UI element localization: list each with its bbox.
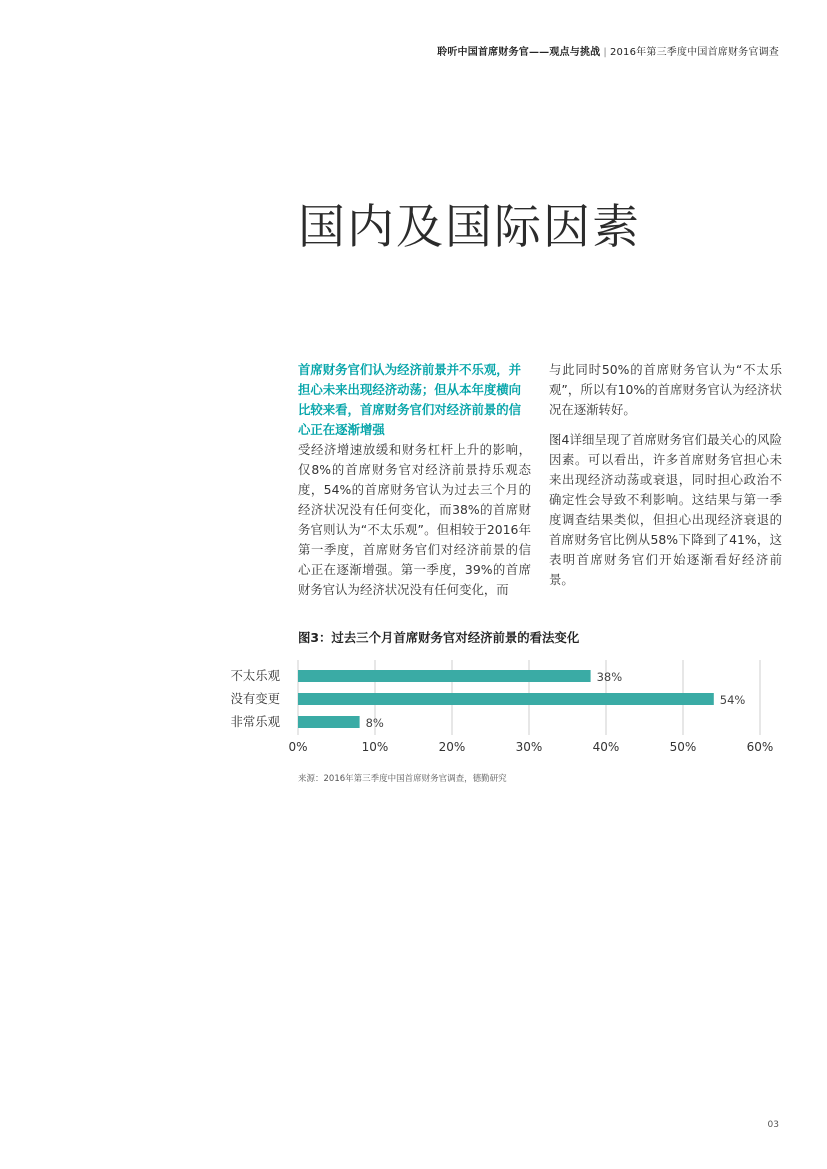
header-report-title: 聆听中国首席财务官——观点与挑战 bbox=[437, 47, 601, 58]
page-title: 国内及国际因素 bbox=[298, 200, 641, 255]
body-paragraph-1: 受经济增速放缓和财务杠杆上升的影响，仅8%的首席财务官对经济前景持乐观态度，54%的首席财务官认为过去三个月的经济状况没有任何变化，而38%的首席财务官则认为“不太乐观”。但相较于2016年第一季度，首席财务官们对经济前景的信心正在逐渐增强。第一季度，39%的首席财务官认为经济状况没有任何变化，而 bbox=[298, 442, 531, 597]
header-survey-title: 2016年第三季度中国首席财务官调查 bbox=[609, 47, 779, 58]
bar bbox=[298, 716, 360, 728]
x-tick-label: 0% bbox=[288, 740, 308, 754]
body-paragraph-2: 与此同时50%的首席财务官认为“不太乐观”，所以有10%的首席财务官认为经济状况在逐渐转好。 bbox=[549, 362, 782, 417]
x-tick-label: 10% bbox=[361, 740, 389, 754]
category-label: 不太乐观 bbox=[230, 668, 280, 683]
x-tick-label: 50% bbox=[669, 740, 697, 754]
x-tick-label: 60% bbox=[746, 740, 774, 754]
running-header bbox=[437, 43, 779, 58]
data-label: 54% bbox=[719, 693, 746, 707]
figure-title: 图3：过去三个月首席财务官对经济前景的看法变化 bbox=[298, 630, 580, 645]
x-tick-label: 30% bbox=[515, 740, 543, 754]
category-label: 没有变更 bbox=[230, 691, 280, 706]
bar bbox=[298, 693, 714, 705]
figure-source: 来源：2016年第三季度中国首席财务官调查，德勤研究 bbox=[298, 774, 507, 784]
right-column bbox=[549, 360, 782, 600]
x-tick-label: 40% bbox=[592, 740, 620, 754]
data-label: 38% bbox=[596, 670, 623, 684]
left-column bbox=[298, 360, 531, 610]
header-separator: | bbox=[603, 47, 607, 58]
lead-paragraph: 首席财务官们认为经济前景并不乐观，并担心未来出现经济动荡；但从本年度横向比较来看，首席财务官们对经济前景的信心正在逐渐增强 bbox=[298, 362, 522, 437]
category-label: 非常乐观 bbox=[230, 714, 280, 729]
data-label: 8% bbox=[365, 716, 384, 730]
bar-chart bbox=[220, 655, 790, 760]
page-number: 03 bbox=[767, 1120, 779, 1130]
body-paragraph-3: 图4详细呈现了首席财务官们最关心的风险因素。可以看出，许多首席财务官担心未来出现经济动荡或衰退，同时担心政治不确定性会导致不利影响。这结果与第一季度调查结果类似，但担心出现经济衰退的首席财务官比例从58%下降到了41%，这表明首席财务官们开始逐渐看好经济前景。 bbox=[549, 432, 782, 587]
x-tick-label: 20% bbox=[438, 740, 466, 754]
bar bbox=[298, 670, 591, 682]
